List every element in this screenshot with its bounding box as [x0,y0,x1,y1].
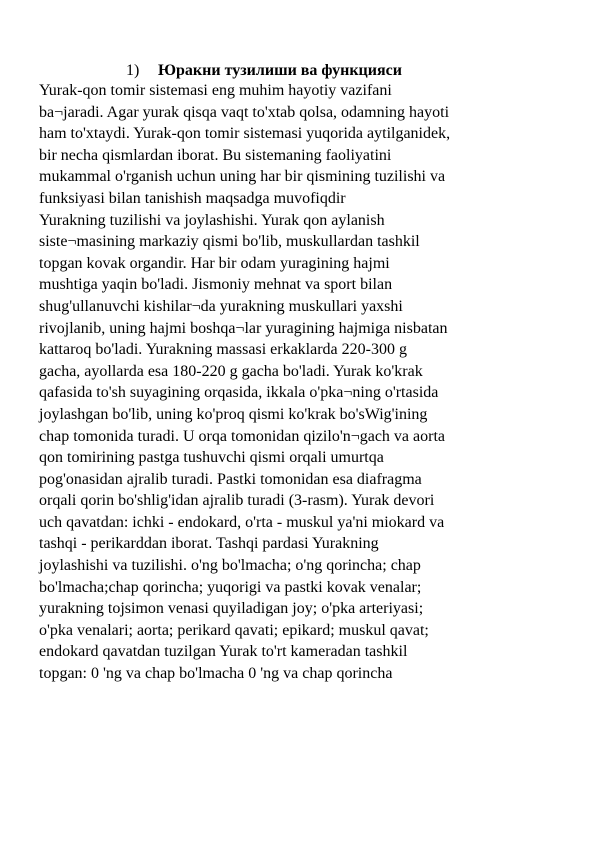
text-line: Yurakning tuzilishi va joylashishi. Yurak qon aylanish [39,211,385,229]
text-line: funksiyasi bilan tanishish maqsadga muvofiqdir [39,189,346,207]
section-heading [126,60,402,82]
text-line: endokard qavatdan tuzilgan Yurak to'rt kameradan tashkil [39,643,408,661]
text-line: joylashishi va tuzilishi. o'ng bo'lmacha; o'ng qorincha; chap [39,557,421,575]
text-line: qon tomirining pastga tushuvchi qismi orqali umurtqa [39,449,384,467]
text-line: ham to'xtaydi. Yurak-qon tomir sistemasi yuqorida aytilganidek, [39,125,451,143]
text-line: orqali qorin bo'shlig'idan ajralib turadi (3-rasm). Yurak devori [39,492,435,510]
text-line: Yurak-qon tomir sistemasi eng muhim hayotiy vazifani [39,82,392,99]
text-line: topgan: 0 'ng va chap bo'lmacha 0 'ng va chap qorincha [39,665,393,683]
text-line: topgan kovak organdir. Har bir odam yuragining hajmi [39,254,390,272]
text-line: mukammal o'rganish uchun uning har bir qismining tuzilishi va [39,168,446,186]
text-line: kattaroq bo'ladi. Yurakning massasi erkaklarda 220-300 g [39,341,407,359]
text-line: bir necha qismlardan iborat. Bu sistemaning faoliyatini [39,146,392,164]
text-line: ba¬jaradi. Agar yurak qisqa vaqt to'xtab qolsa, odamning hayoti [39,103,450,121]
text-line: qafasida to'sh suyagining orqasida, ikkala o'pka¬ning o'rtasida [39,384,439,402]
text-line: chap tomonida turadi. U orqa tomonidan qizilo'n¬gach va aorta [39,427,446,445]
section-title: Юракни тузилиши ва функцияси [158,62,402,79]
text-line: mushtiga yaqin bo'ladi. Jismoniy mehnat va sport bilan [39,276,393,294]
text-line: o'pka venalari; aorta; perikard qavati; epikard; muskul qavat; [39,621,429,639]
text-line: tashqi - perikarddan iborat. Tashqi pardasi Yurakning [39,535,379,553]
text-line: joylashgan bo'lib, uning ko'proq qismi ko'krak bo'sWig'ining [39,405,428,423]
text-line: rivojlanib, uning hajmi boshqa¬lar yuragining hajmiga nisbatan [39,319,448,337]
text-line: pog'onasidan ajralib turadi. Pastki tomonidan esa diafragma [39,470,422,488]
text-line: uch qavatdan: ichki - endokard, o'rta - muskul ya'ni miokard va [39,513,445,531]
text-line: bo'lmacha;chap qorincha; yuqorigi va pastki kovak venalar; [39,578,422,596]
text-line: gacha, ayollarda esa 180-220 g gacha bo'ladi. Yurak ko'krak [39,362,423,380]
text-line: siste¬masining markaziy qismi bo'lib, muskullardan tashkil [39,233,420,251]
text-line: yurakning tojsimon venasi quyiladigan joy; o'pka arteriyasi; [39,600,424,618]
body-paragraph [39,80,569,685]
text-line: shug'ullanuvchi kishilar¬da yurakning muskullari yaxshi [39,297,403,315]
section-number: 1) [126,62,140,79]
